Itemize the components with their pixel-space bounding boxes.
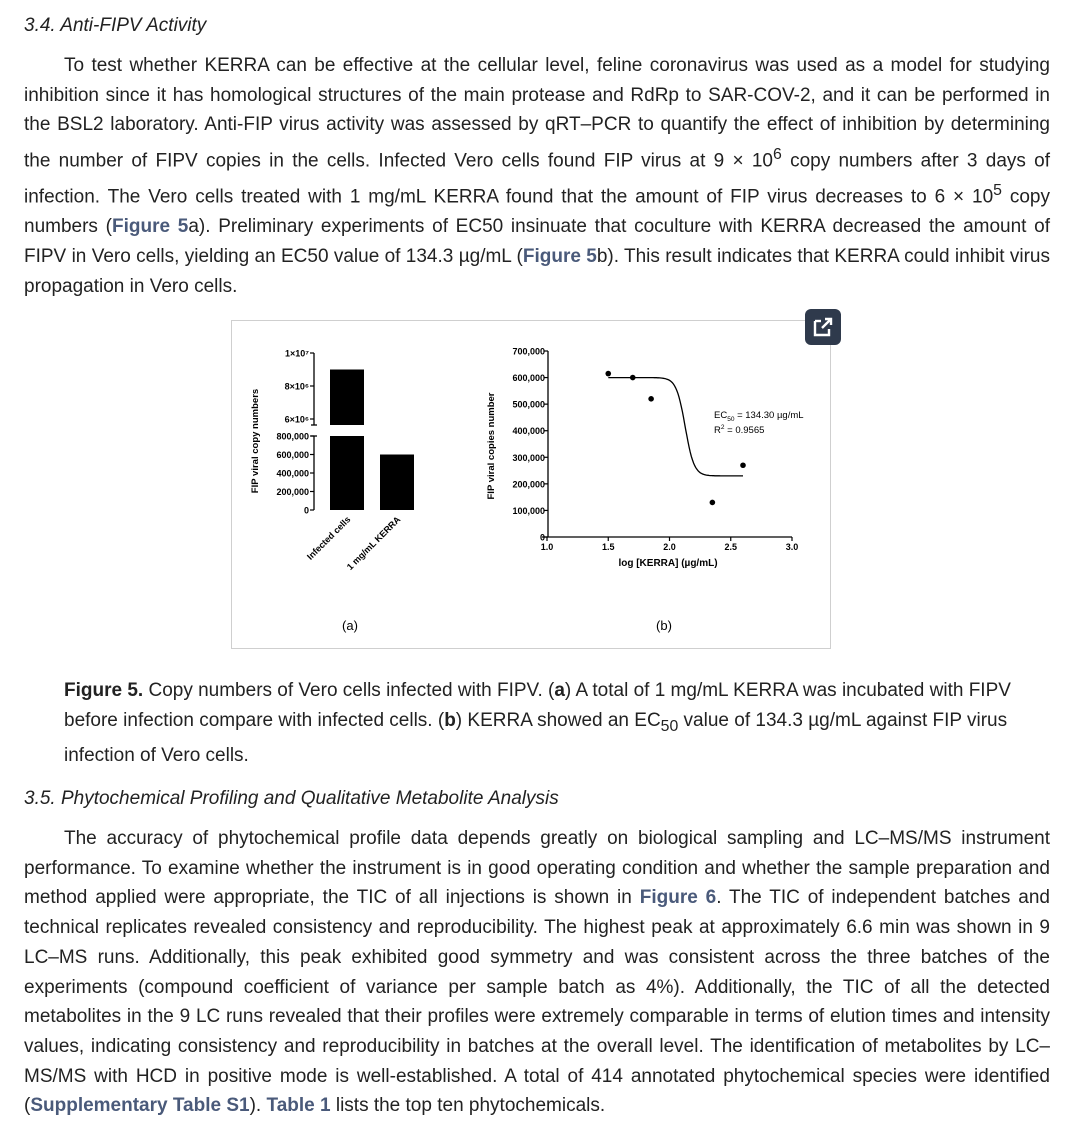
panel-b-label: (b) bbox=[656, 618, 672, 633]
data-point bbox=[710, 500, 716, 506]
data-point bbox=[605, 371, 611, 377]
y-axis-label-a: FIP viral copy numbers bbox=[250, 388, 261, 494]
ec50-annotation: $EC_{50} = 134.30$ µg/mL bbox=[714, 410, 804, 423]
tick-label-a-lower: 600,000 bbox=[276, 450, 309, 460]
category-label-a: Infected cells bbox=[305, 514, 353, 562]
figure-5-svg bbox=[232, 321, 830, 648]
paragraph-anti-fipv: To test whether KERRA can be effective at the cellular level, feline coronavirus was used as a model for studying inhibition since it has homological structures of the main protease and RdRp to SAR-COV-2, and it can be performed in the BSL2 laboratory. Anti-FIP virus activity was assessed by qRT–PCR to quantify the effect of inhibition by determining the number of FIPV copies in the cells. Infected Vero cells found FIP virus at $9 \times 10^6$ copy numbers after 3 days of infection. The Vero cells treated with 1 mg/mL KERRA found that the amount of FIP virus decreases to $6 \times 10^5$ copy numbers (Figure 5a). Preliminary experiments of EC50 insinuate that coculture with KERRA decreased the amount of FIPV in Vero cells, yielding an EC50 value of 134.3 µg/mL (Figure 5b). This result indicates that KERRA could inhibit virus propagation in Vero cells. bbox=[24, 55, 1051, 297]
section-heading-3-5: 3.5. Phytochemical Profiling and Qualitative Metabolite Analysis bbox=[24, 788, 559, 809]
tick-label-b-x: 3.0 bbox=[785, 542, 799, 552]
bar-infected-cells-lower bbox=[330, 436, 364, 510]
tick-label-b-y: 300,000 bbox=[512, 452, 545, 463]
tick-label-b-y: 200,000 bbox=[512, 479, 545, 490]
tick-label-a-upper: 6×10⁶ bbox=[284, 414, 309, 425]
expand-figure-button[interactable] bbox=[805, 309, 841, 345]
figure-5-image[interactable] bbox=[231, 320, 831, 649]
panel-b-dose-response bbox=[486, 347, 804, 634]
paragraph-phytochemical: The accuracy of phytochemical profile data depends greatly on biological sampling and LC–MS/MS instrument performance. To examine whether the instrument is in good operating condition and whether the sample preparation and method applied were appropriate, the TIC of all injections is shown in Figure 6. The TIC of independent batches and technical replicates revealed consistency and reproducibility. The highest peak at approximately 6.6 min was shown in 9 LC–MS runs. Additionally, this peak exhibited good symmetry and was consistent across the three batches of the experiments (compound coefficient of variance per sample batch as 4%). Additionally, the TIC of all the detected metabolites in the 9 LC runs revealed that their profiles were extremely comparable in terms of elution times and intensity values, indicating consistency and reproducibility in batches at the overall level. The identification of metabolites by LC–MS/MS with HCD in positive mode is well-established. A total of 414 annotated phytochemical species were identified (Supplementary Table S1). Table 1 lists the top ten phytochemicals. bbox=[24, 828, 1050, 1117]
bar-infected-cells-upper bbox=[330, 370, 364, 426]
x-axis-label-b: log [KERRA] (µg/mL) bbox=[618, 558, 718, 569]
tick-label-a-upper: 8×10⁶ bbox=[284, 381, 309, 392]
supplementary-table-link[interactable]: Supplementary Table S1 bbox=[30, 1095, 250, 1117]
figure-5-link[interactable]: Figure 5 bbox=[111, 216, 189, 238]
tick-label-b-y: 600,000 bbox=[512, 373, 545, 384]
data-point bbox=[630, 375, 636, 381]
data-point bbox=[740, 462, 746, 468]
tick-label-b-y: 500,000 bbox=[512, 399, 545, 410]
r2-annotation: $R^2 = 0.9565$ bbox=[714, 424, 765, 436]
tick-label-b-y: 700,000 bbox=[512, 346, 545, 357]
external-expand-icon bbox=[805, 309, 841, 345]
tick-label-b-y: 400,000 bbox=[512, 426, 545, 437]
figure-5-caption: Figure 5. Copy numbers of Vero cells infected with FIPV. (a) A total of 1 mg/mL KERRA was incubated with FIPV before infection compare with infected cells. (b) KERRA showed an $EC_{50}$ value of 134.3 µg/mL against FIP virus infection of Vero cells. bbox=[64, 680, 1011, 766]
table-1-link[interactable]: Table 1 bbox=[266, 1095, 331, 1117]
y-axis-label-b: FIP viral copies number bbox=[486, 392, 497, 500]
figure-6-link[interactable]: Figure 6 bbox=[639, 887, 717, 909]
tick-label-b-x: 1.0 bbox=[540, 542, 554, 552]
bar-kerra bbox=[380, 455, 414, 511]
panel-a-label: (a) bbox=[342, 618, 358, 633]
tick-label-b-y: 0 bbox=[539, 532, 545, 543]
tick-label-a-lower: 400,000 bbox=[276, 468, 309, 479]
tick-label-a-lower: 800,000 bbox=[276, 431, 309, 442]
panel-a-bar-chart bbox=[250, 349, 414, 634]
data-point bbox=[648, 396, 654, 402]
category-label-a: 1 mg/mL KERRA bbox=[344, 514, 403, 572]
section-heading-3-4: 3.4. Anti-FIPV Activity bbox=[24, 15, 207, 36]
tick-label-a-lower: 0 bbox=[303, 505, 309, 516]
tick-label-b-x: 1.5 bbox=[601, 542, 615, 552]
tick-label-b-x: 2.0 bbox=[663, 542, 676, 552]
tick-label-a-lower: 200,000 bbox=[276, 487, 309, 497]
tick-label-a-upper: 1×10⁷ bbox=[285, 348, 309, 359]
figure-5-link-2[interactable]: Figure 5 bbox=[522, 245, 597, 267]
tick-label-b-x: 2.5 bbox=[724, 542, 738, 552]
tick-label-b-y: 100,000 bbox=[512, 505, 545, 516]
